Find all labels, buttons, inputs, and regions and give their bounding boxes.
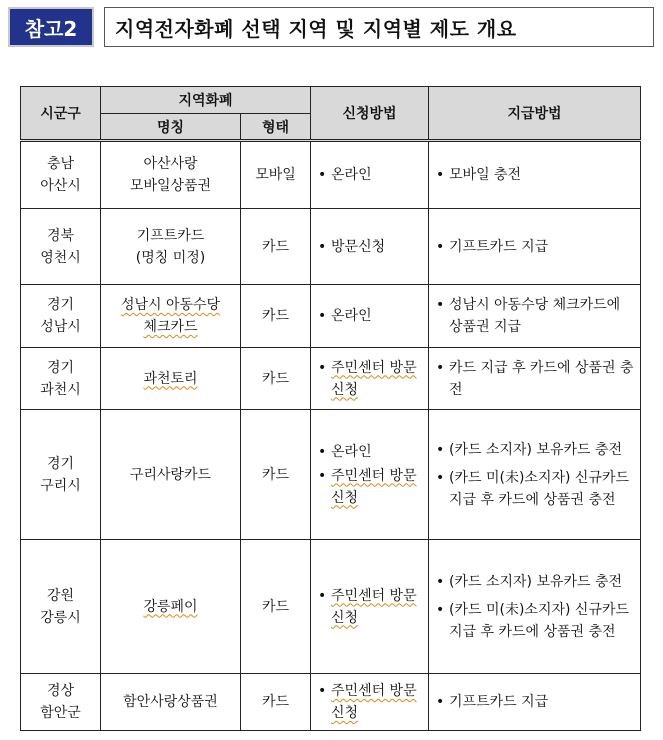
list-item: • 주민센터 방문신청 <box>317 680 424 724</box>
table-row <box>21 410 641 540</box>
currency-type-cell: 카드 <box>241 285 311 348</box>
payment-method-cell <box>429 285 641 348</box>
list-item: • 온라인 <box>317 441 424 463</box>
section-header <box>8 7 654 47</box>
table-row <box>21 209 641 285</box>
reference-badge: 참고2 <box>8 7 94 47</box>
apply-method-cell <box>311 141 429 209</box>
currency-type-cell: 카드 <box>241 348 311 410</box>
currency-name-cell: 강릉페이 <box>101 540 241 674</box>
payment-method-cell <box>429 410 641 540</box>
list-item: • 모바일 충전 <box>435 164 636 186</box>
payment-method-cell <box>429 141 641 209</box>
currency-type-cell: 카드 <box>241 674 311 731</box>
currency-type-cell: 카드 <box>241 209 311 285</box>
list-item: • 온라인 <box>317 164 424 186</box>
table-row <box>21 285 641 348</box>
list-item: • 온라인 <box>317 305 424 327</box>
list-item: • 주민센터 방문신청 <box>317 465 424 509</box>
list-item: • (카드 미(未)소지자) 신규카드 지급 후 카드에 상품권 충전 <box>435 599 636 643</box>
header-region: 시군구 <box>21 87 101 141</box>
apply-method-cell <box>311 285 429 348</box>
payment-method-cell <box>429 540 641 674</box>
region-cell: 경상 함안군 <box>21 674 101 731</box>
region-cell: 강원 강릉시 <box>21 540 101 674</box>
region-cell: 경북 영천시 <box>21 209 101 285</box>
apply-method-cell <box>311 209 429 285</box>
table-row <box>21 540 641 674</box>
header-currency-group: 지역화폐 <box>101 87 311 114</box>
currency-type-cell: 카드 <box>241 540 311 674</box>
currency-name-cell: 아산사랑 모바일상품권 <box>101 141 241 209</box>
list-item: • 카드 지급 후 카드에 상품권 충전 <box>435 357 636 401</box>
regional-currency-table <box>20 86 641 731</box>
page-title: 지역전자화폐 선택 지역 및 지역별 제도 개요 <box>104 7 654 47</box>
list-item: • 기프트카드 지급 <box>435 236 636 258</box>
apply-method-cell <box>311 674 429 731</box>
currency-name-cell: 기프트카드 (명칭 미정) <box>101 209 241 285</box>
currency-name-cell: 성남시 아동수당 체크카드 <box>101 285 241 348</box>
region-cell: 충남 아산시 <box>21 141 101 209</box>
list-item: • 기프트카드 지급 <box>435 691 636 713</box>
currency-type-cell: 카드 <box>241 410 311 540</box>
apply-method-cell <box>311 410 429 540</box>
list-item: • (카드 미(未)소지자) 신규카드 지급 후 카드에 상품권 충전 <box>435 467 636 511</box>
list-item: • 주민센터 방문신청 <box>317 585 424 629</box>
header-name: 명칭 <box>101 114 241 141</box>
payment-method-cell <box>429 348 641 410</box>
currency-name-cell: 구리사랑카드 <box>101 410 241 540</box>
region-cell: 경기 구리시 <box>21 410 101 540</box>
list-item: • 방문신청 <box>317 236 424 258</box>
payment-method-cell <box>429 674 641 731</box>
currency-type-cell: 모바일 <box>241 141 311 209</box>
apply-method-cell <box>311 348 429 410</box>
table-row <box>21 348 641 410</box>
list-item: • 성남시 아동수당 체크카드에 상품권 지급 <box>435 294 636 338</box>
payment-method-cell <box>429 209 641 285</box>
header-type: 형태 <box>241 114 311 141</box>
region-cell: 경기 성남시 <box>21 285 101 348</box>
header-payment-method: 지급방법 <box>429 87 641 141</box>
table-row <box>21 141 641 209</box>
list-item: • (카드 소지자) 보유카드 충전 <box>435 571 636 593</box>
table-row <box>21 674 641 731</box>
apply-method-cell <box>311 540 429 674</box>
list-item: • 주민센터 방문신청 <box>317 357 424 401</box>
currency-name-cell: 함안사랑상품권 <box>101 674 241 731</box>
region-cell: 경기 과천시 <box>21 348 101 410</box>
list-item: • (카드 소지자) 보유카드 충전 <box>435 439 636 461</box>
currency-name-cell: 과천토리 <box>101 348 241 410</box>
header-apply-method: 신청방법 <box>311 87 429 141</box>
